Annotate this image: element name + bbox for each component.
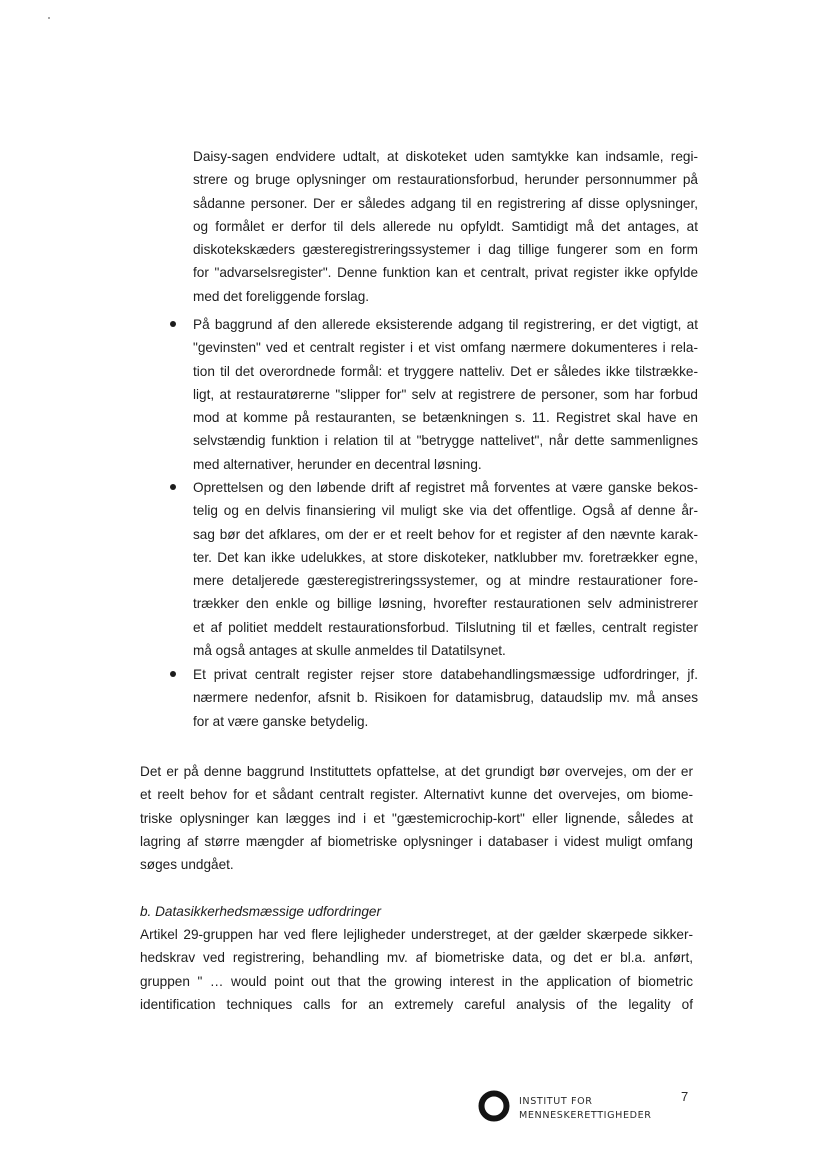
footer-organization-name [519, 1095, 652, 1123]
text-line: Oprettelsen og den løbende drift af registret må forventes at være ganske bekos- [193, 480, 698, 495]
text-line: strere og bruge oplysninger om restaurationsforbud, herunder personnummer på [193, 172, 698, 188]
paragraph-continuation [193, 145, 698, 308]
paragraph-section-b [140, 923, 693, 1016]
text-line: Det er på denne baggrund Instituttets opfattelse, at det grundigt bør overvejes, om der er [140, 764, 693, 779]
text-line: "gevinsten" ved et centralt register i et vist omfang nærmere dokumenteres i rela- [193, 340, 698, 356]
page-number: 7 [681, 1089, 689, 1104]
text-line: sag bør det afklares, om der er et reelt behov for et register af den nævnte karak- [193, 526, 698, 542]
text-line: ter. Det kan ikke udelukkes, at store diskoteker, natklubber mv. foretrækker egne, [193, 549, 698, 565]
scan-speck [48, 17, 50, 19]
text-line: selvstændig funktion i relation til at "betrygge nattelivet", når dette sammenlignes [193, 433, 698, 449]
text-line: diskotekskæders gæsteregistreringssystemer i dag tillige fungerer som en form [193, 242, 698, 258]
bullet-3-text [193, 663, 698, 733]
bullet-1-text [193, 313, 698, 476]
bullet-dot [170, 484, 176, 490]
text-line: ligt, at restauratørerne "slipper for" selv at registrere de personer, som har forbud [193, 386, 698, 402]
section-b-heading: b. Datasikkerhedsmæssige udfordringer [140, 904, 382, 919]
text-line: søges undgået. [140, 857, 234, 873]
text-line: Artikel 29-gruppen har ved flere lejligheder understreget, at der gælder skærpede sikker- [140, 927, 693, 942]
ring-logo-icon [476, 1088, 512, 1124]
paragraph-conclusion [140, 760, 693, 876]
text-line: med det foreliggende forslag. [193, 288, 370, 304]
text-line: tion til det overordnede formål: et tryggere natteliv. Det er således ikke tilstrække- [193, 363, 698, 379]
bullet-dot [170, 671, 176, 677]
text-line: et reelt behov for et sådant centralt register. Alternativt kunne det overvejes, om biome- [140, 787, 693, 803]
footer-org-line-2: MENNESKERETTIGHEDER [519, 1110, 652, 1121]
text-line: På baggrund af den allerede eksisterende adgang til registrering, er det vigtigt, at [193, 317, 698, 332]
text-line: nærmere nedenfor, afsnit b. Risikoen for datamisbrug, dataudslip mv. må anses [193, 690, 698, 706]
text-line: triske oplysninger kan lægges ind i et "gæstemicrochip-kort" eller lignende, således at [140, 810, 693, 826]
text-line: mere detaljerede gæsteregistreringssystemer, og at mindre restaurationer fore- [193, 573, 698, 589]
footer-org-line-1: INSTITUT FOR [519, 1096, 593, 1107]
text-line: telig og en delvis finansiering vil muligt ske via det offentlige. Også af denne år- [193, 503, 698, 519]
text-line: mod at komme på restauranten, se betænkningen s. 11. Registret skal have en [193, 410, 698, 426]
text-line: for at være ganske betydelig. [193, 713, 369, 729]
text-line: trækker den enkle og billige løsning, hvorefter restaurationen selv administrerer [193, 596, 698, 612]
text-line: hedskrav ved registrering, behandling mv. af biometriske data, og det er bl.a. anført, [140, 950, 693, 966]
text-line: lagring af større mængder af biometriske oplysninger i databaser i videst muligt omfang [140, 833, 693, 849]
text-line: et af politiet meddelt restaurationsforbud. Tilslutning til et fælles, centralt register [193, 619, 698, 635]
bullet-2-text [193, 476, 698, 662]
text-line: med alternativer, herunder en decentral løsning. [193, 456, 482, 472]
text-line: må også antages at skulle anmeldes til Datatilsynet. [193, 643, 506, 659]
text-line: Et privat centralt register rejser store databehandlingsmæssige udfordringer, jf. [193, 667, 698, 682]
text-line: identification techniques calls for an extremely careful analysis of the legality of [140, 996, 693, 1012]
bullet-dot [170, 321, 176, 327]
text-line: sådanne personer. Der er således adgang til en registrering af disse oplysninger, [193, 195, 698, 211]
text-line: Daisy-sagen endvidere udtalt, at diskoteket uden samtykke kan indsamle, regi- [193, 149, 698, 164]
text-line: og formålet er derfor til dels allerede nu opfyldt. Samtidigt må det antages, at [193, 218, 698, 234]
text-line: for "advarselsregister". Denne funktion kan et centralt, privat register ikke opfylde [193, 265, 698, 281]
text-line: gruppen " … would point out that the growing interest in the application of biometric [140, 973, 693, 989]
